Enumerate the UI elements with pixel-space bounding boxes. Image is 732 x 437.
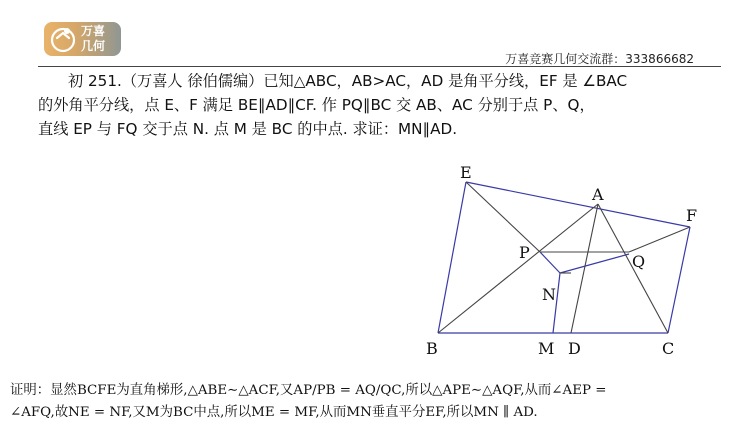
proof-line-2: ∠AFQ,故NE = NF,又M为BC中点,所以ME = MF,从而MN垂直平分EF,所以MN ∥ AD. xyxy=(10,405,538,420)
logo-text: 万喜 几何 xyxy=(81,24,106,53)
label-Q: Q xyxy=(632,252,646,271)
segment-NQ xyxy=(560,254,629,273)
proof-line-1: 证明：显然BCFE为直角梯形,△ABE∼△ACF,又AP/PB = AQ/QC,所以△APE∼△AQF,从而∠AEP = xyxy=(10,383,607,398)
geometry-figure xyxy=(418,160,718,360)
segment-AB xyxy=(438,204,598,333)
problem-line-3: 直线 EP 与 FQ 交于点 N. 点 M 是 BC 的中点. 求证：MN∥AD. xyxy=(38,120,458,138)
wanxi-logo xyxy=(44,22,121,56)
label-P: P xyxy=(519,243,530,262)
problem-line-1: 初 251.（万喜人 徐伯儒编）已知△ABC，AB>AC，AD 是角平分线，EF 是 ∠BAC xyxy=(68,72,628,90)
segment-QF xyxy=(629,227,690,252)
segment-PN xyxy=(540,252,560,273)
proof-text xyxy=(10,380,726,424)
logo-emblem-icon xyxy=(49,25,77,53)
header-divider xyxy=(38,66,721,67)
label-A: A xyxy=(592,185,604,204)
segment-CF xyxy=(668,227,690,333)
segment-EB xyxy=(438,182,466,333)
label-N: N xyxy=(542,285,556,304)
label-C: C xyxy=(662,339,675,358)
label-F: F xyxy=(686,206,698,225)
problem-line-2: 的外角平分线，点 E、F 满足 BE∥AD∥CF. 作 PQ∥BC 交 AB、AC 分别于点 P、Q， xyxy=(38,96,595,114)
label-M: M xyxy=(538,339,555,358)
group-info-text: 万喜竞赛几何交流群：333866682 xyxy=(505,52,694,66)
problem-statement xyxy=(38,69,720,141)
label-B: B xyxy=(426,339,438,358)
label-E: E xyxy=(460,163,472,182)
label-D: D xyxy=(568,339,581,358)
segment-EP xyxy=(466,182,540,252)
